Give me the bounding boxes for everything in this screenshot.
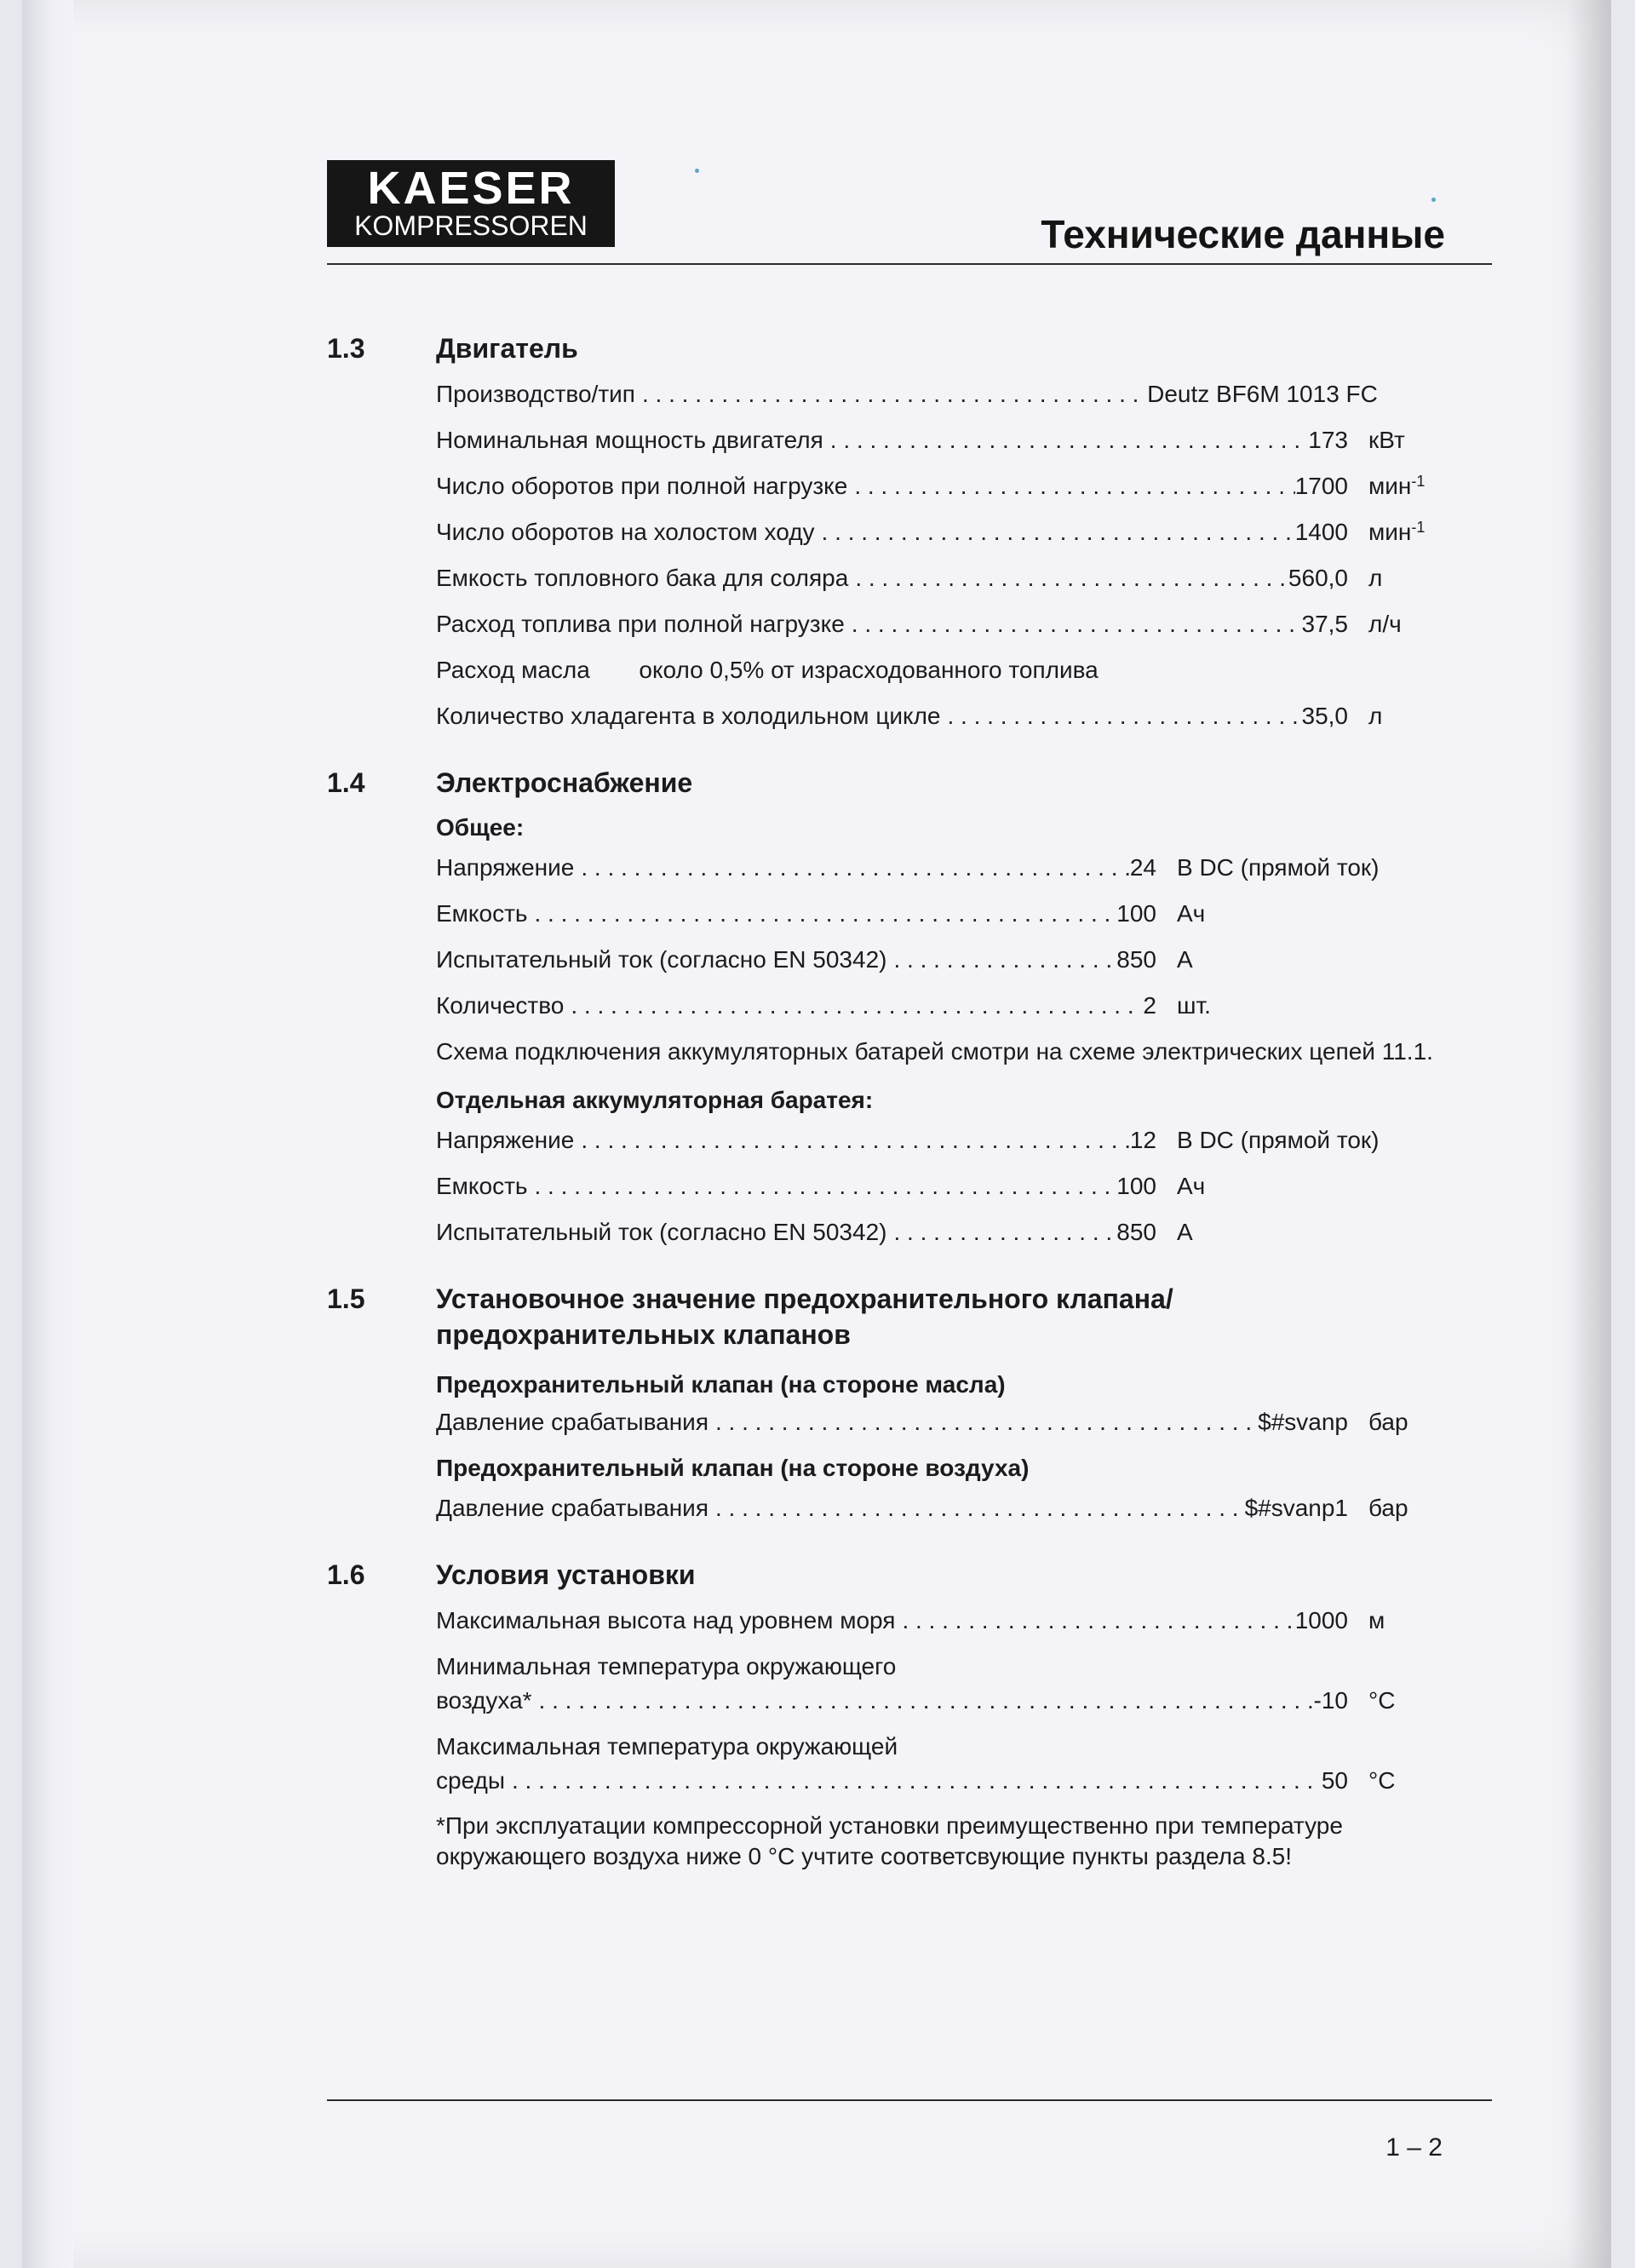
spec-value: около 0,5% от израсходованного топлива [639, 657, 1099, 683]
leader-dots [527, 1163, 1116, 1209]
spec-unit: л [1368, 703, 1383, 729]
leader-dots [532, 1683, 1314, 1719]
spec-row-test-current [436, 937, 1432, 983]
unit-text: мин [1368, 473, 1412, 499]
spec-row-fuel-tank [436, 555, 1432, 601]
spec-label: Напряжение [436, 1127, 575, 1153]
spec-label: Емкость [436, 1173, 528, 1199]
leader-dots [823, 417, 1309, 463]
section-title: Электроснабжение [436, 767, 693, 798]
spec-label: Количество [436, 992, 565, 1019]
section-title: Двигатель [436, 333, 578, 364]
unit-exponent: -1 [1411, 473, 1426, 490]
spec-row-rpm-full [436, 463, 1432, 509]
spec-row-air-valve-pressure [436, 1485, 1432, 1531]
leader-dots [708, 1402, 1258, 1443]
leader-dots [886, 1209, 1116, 1255]
spec-row-power [436, 417, 1432, 463]
spec-unit: А [1177, 1219, 1193, 1245]
document-page [22, 0, 1611, 2268]
page-stack-edge [22, 0, 73, 2268]
spec-label: среды [436, 1767, 505, 1794]
leader-dots [527, 891, 1116, 937]
spec-value: $#svanp1 [1244, 1495, 1348, 1521]
spec-unit: Ач [1177, 900, 1206, 927]
leader-dots [635, 371, 1147, 417]
leader-dots [708, 1485, 1245, 1531]
leader-dots [886, 937, 1116, 983]
spec-value: 850 [1116, 1219, 1156, 1245]
leader-dots [505, 1763, 1322, 1799]
section-heading-1-5 [327, 1281, 1494, 1352]
spec-value: 1400 [1294, 519, 1348, 545]
print-speck [1431, 198, 1436, 202]
spec-label: Емкость [436, 900, 528, 927]
spec-label-line1: Максимальная температура окружающей [436, 1733, 898, 1760]
spec-unit: шт. [1177, 992, 1211, 1019]
section-title-line1: Установочное значение предохранительного клапана/ [436, 1283, 1173, 1314]
spec-unit: Ач [1177, 1173, 1206, 1199]
section-number: 1.5 [327, 1283, 365, 1314]
spec-unit: В DC (прямой ток) [1177, 1127, 1380, 1153]
spec-value: 24 [1129, 854, 1156, 881]
spec-unit: А [1177, 946, 1193, 973]
spec-row-oil-consumption [436, 647, 1494, 693]
spec-value: -10 [1313, 1687, 1348, 1714]
subheading-air-valve: Предохранительный клапан (на стороне воздуха) [436, 1455, 1030, 1481]
header-rule [327, 263, 1492, 265]
leader-dots [574, 1117, 1129, 1163]
spec-row-rpm-idle [436, 509, 1432, 555]
spec-value: 1000 [1294, 1607, 1348, 1634]
spec-row-battery-voltage [436, 1117, 1432, 1163]
spec-label: Расход масла [436, 657, 590, 683]
spec-label: Давление срабатывания [436, 1495, 708, 1521]
spec-label: Напряжение [436, 854, 575, 881]
spec-unit: кВт [1368, 427, 1405, 453]
main-content [327, 330, 1494, 1872]
spec-label: Число оборотов при полной нагрузке [436, 473, 848, 499]
section-number: 1.4 [327, 767, 365, 798]
section-number: 1.6 [327, 1559, 365, 1590]
spec-row-battery-test-current [436, 1209, 1432, 1255]
page-title: Технические данные [1041, 212, 1445, 256]
leader-dots [847, 463, 1294, 509]
footer-rule [327, 2099, 1492, 2101]
spec-value: 1700 [1294, 473, 1348, 499]
spec-unit: л [1368, 565, 1383, 591]
spec-row-fuel-consumption [436, 601, 1432, 647]
spec-unit: м [1368, 1607, 1385, 1634]
spec-value: 50 [1321, 1767, 1348, 1794]
spec-row-refrigerant [436, 693, 1432, 739]
leader-dots [815, 509, 1295, 555]
spec-value: 100 [1116, 1173, 1156, 1199]
subheading-oil-valve: Предохранительный клапан (на стороне масла) [436, 1371, 1006, 1398]
spec-row-oil-valve-pressure [436, 1402, 1432, 1443]
spec-value: 100 [1116, 900, 1156, 927]
subheading-battery: Отдельная аккумуляторная баратея: [436, 1087, 874, 1113]
spec-row-quantity [436, 983, 1432, 1029]
wiring-note: Схема подключения аккумуляторных батарей смотри на схеме электрических цепей 11.1. [436, 1038, 1433, 1065]
leader-dots [848, 555, 1288, 601]
spec-value: 560,0 [1288, 565, 1348, 591]
spec-unit: бар [1368, 1495, 1408, 1521]
kaeser-logo [327, 160, 615, 247]
spec-label: Испытательный ток (согласно EN 50342) [436, 1219, 887, 1245]
leader-dots [940, 693, 1301, 739]
page-number: 1 – 2 [1385, 2133, 1443, 2162]
spec-unit [1368, 463, 1432, 509]
section-heading-1-6 [327, 1557, 1494, 1593]
spec-unit: °C [1368, 1767, 1396, 1794]
spec-value: 37,5 [1301, 611, 1348, 637]
spec-label: Максимальная высота над уровнем моря [436, 1607, 896, 1634]
spec-row-capacity [436, 891, 1432, 937]
spec-value: 2 [1143, 992, 1156, 1019]
leader-dots [564, 983, 1143, 1029]
unit-exponent: -1 [1411, 519, 1426, 536]
spec-value: 35,0 [1301, 703, 1348, 729]
spec-unit [1368, 509, 1432, 555]
page-shadow [1569, 0, 1611, 2268]
spec-value: 850 [1116, 946, 1156, 973]
spec-label: Расход топлива при полной нагрузке [436, 611, 845, 637]
spec-unit: л/ч [1368, 611, 1402, 637]
footnote: *При эксплуатации компрессорной установки преимущественно при температуре окружающего воздуха ниже 0 °C учтите соответсвующие пункты раздела 8.5! [436, 1812, 1343, 1869]
subheading-general: Общее: [436, 814, 525, 841]
section-title: Условия установки [436, 1559, 696, 1590]
section-heading-1-4 [327, 765, 1494, 801]
spec-label: Емкость топловного бака для соляра [436, 565, 849, 591]
spec-label: Номинальная мощность двигателя [436, 427, 823, 453]
logo-sub: KOMPRESSOREN [354, 210, 588, 241]
spec-value: $#svanp [1258, 1409, 1348, 1435]
spec-value: 173 [1308, 427, 1348, 453]
logo-brand: KAESER [367, 163, 575, 214]
spec-label: Испытательный ток (согласно EN 50342) [436, 946, 887, 973]
spec-row-manufacturer [436, 371, 1432, 417]
spec-label: Количество хладагента в холодильном цикле [436, 703, 941, 729]
unit-text: мин [1368, 519, 1412, 545]
section-number: 1.3 [327, 333, 365, 364]
spec-label: Давление срабатывания [436, 1409, 708, 1435]
spec-value: 12 [1129, 1127, 1156, 1153]
leader-dots [895, 1598, 1294, 1644]
leader-dots [845, 601, 1302, 647]
section-title-line2: предохранительных клапанов [436, 1319, 851, 1350]
spec-unit: бар [1368, 1409, 1408, 1435]
spec-row-min-temp [436, 1651, 1432, 1719]
spec-row-voltage [436, 845, 1432, 891]
spec-row-altitude [436, 1598, 1432, 1644]
section-heading-1-3 [327, 330, 1494, 366]
spec-value: Deutz BF6M 1013 FC [1147, 381, 1378, 407]
spec-label: Производство/тип [436, 381, 635, 407]
leader-dots [574, 845, 1129, 891]
spec-label-line1: Минимальная температура окружающего [436, 1653, 897, 1679]
print-speck [695, 169, 699, 173]
spec-unit: °C [1368, 1687, 1396, 1714]
spec-label: воздуха* [436, 1687, 532, 1714]
spec-row-battery-capacity [436, 1163, 1432, 1209]
spec-row-max-temp [436, 1731, 1432, 1799]
spec-unit: В DC (прямой ток) [1177, 854, 1380, 881]
spec-label: Число оборотов на холостом ходу [436, 519, 815, 545]
